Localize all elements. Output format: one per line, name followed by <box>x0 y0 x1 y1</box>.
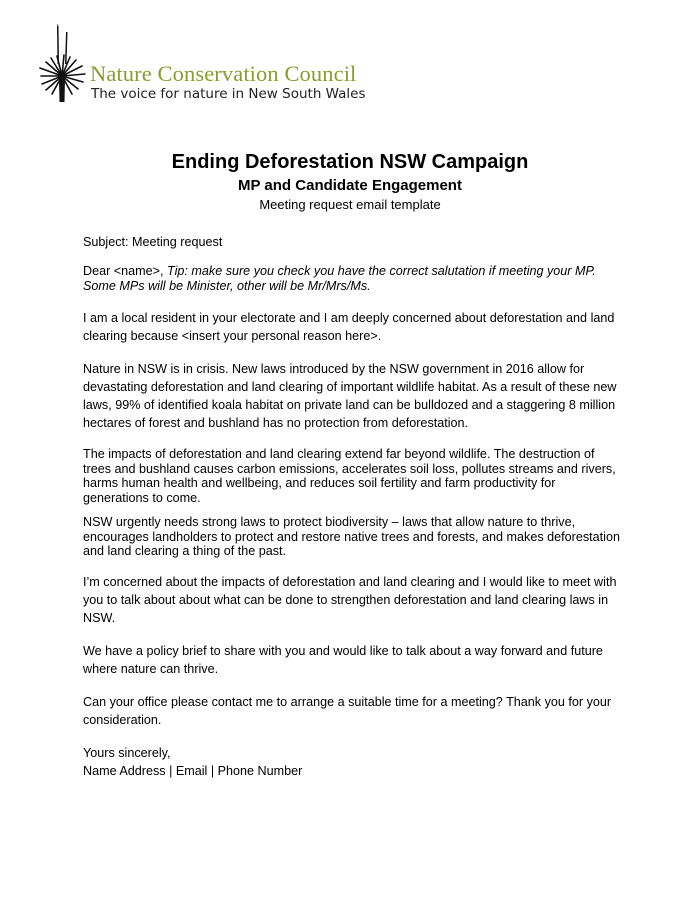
title-block <box>0 149 700 214</box>
letterhead <box>38 24 438 104</box>
document-title: Ending Deforestation NSW Campaign <box>171 151 529 173</box>
org-name: Nature Conservation Council <box>90 61 357 86</box>
signoff: Yours sincerely, <box>83 746 171 760</box>
paragraph-impacts: The impacts of deforestation and land clearing extend far beyond wildlife. The destruction of trees and bushland causes carbon emissions, accelerates soil loss, pollutes streams and rivers, harms human health and wellbeing, and reduces soil fertility and farm productivity for generations to come. <box>83 447 616 505</box>
signature: Name Address | Email | Phone Number <box>83 764 303 778</box>
paragraph-meeting: I’m concerned about the impacts of deforestation and land clearing and I would like to meet with you to talk about about what can be done to strengthen deforestation and land clearing laws in NSW. <box>83 575 617 625</box>
document-subsubtitle: Meeting request email template <box>259 197 441 212</box>
salutation-paragraph <box>83 264 623 293</box>
paragraph-laws: NSW urgently needs strong laws to protect biodiversity – laws that allow nature to thrive, encourages landholders to protect and restore native trees and forests, and makes deforestation and land clearing a thing of the past. <box>83 515 620 558</box>
salutation-tip: Tip: make sure you check you have the correct salutation if meeting your MP. Some MPs will be Minister, other will be Mr/Mrs/Ms. <box>83 264 596 293</box>
email-subject: Subject: Meeting request <box>83 235 223 249</box>
grass-tree-logo-icon <box>38 24 90 104</box>
paragraph-request: Can your office please contact me to arrange a suitable time for a meeting? Thank you for your consideration. <box>83 695 612 727</box>
paragraph-crisis: Nature in NSW is in crisis. New laws introduced by the NSW government in 2016 allow for devastating deforestation and land clearing of important wildlife habitat. As a result of these new laws, 99% of identified koala habitat on private land can be bulldozed and a staggering 8 million hectares of forest and bushland has no protection from deforestation. <box>83 362 617 430</box>
paragraph-intro: I am a local resident in your electorate and I am deeply concerned about deforestation and land clearing because <insert your personal reason here>. <box>83 311 615 343</box>
salutation: Dear <name>, <box>83 264 168 278</box>
org-tagline: The voice for nature in New South Wales <box>91 86 366 102</box>
document-subtitle: MP and Candidate Engagement <box>238 177 462 194</box>
paragraph-policy-brief: We have a policy brief to share with you and would like to talk about a way forward and future where nature can thrive. <box>83 644 603 676</box>
